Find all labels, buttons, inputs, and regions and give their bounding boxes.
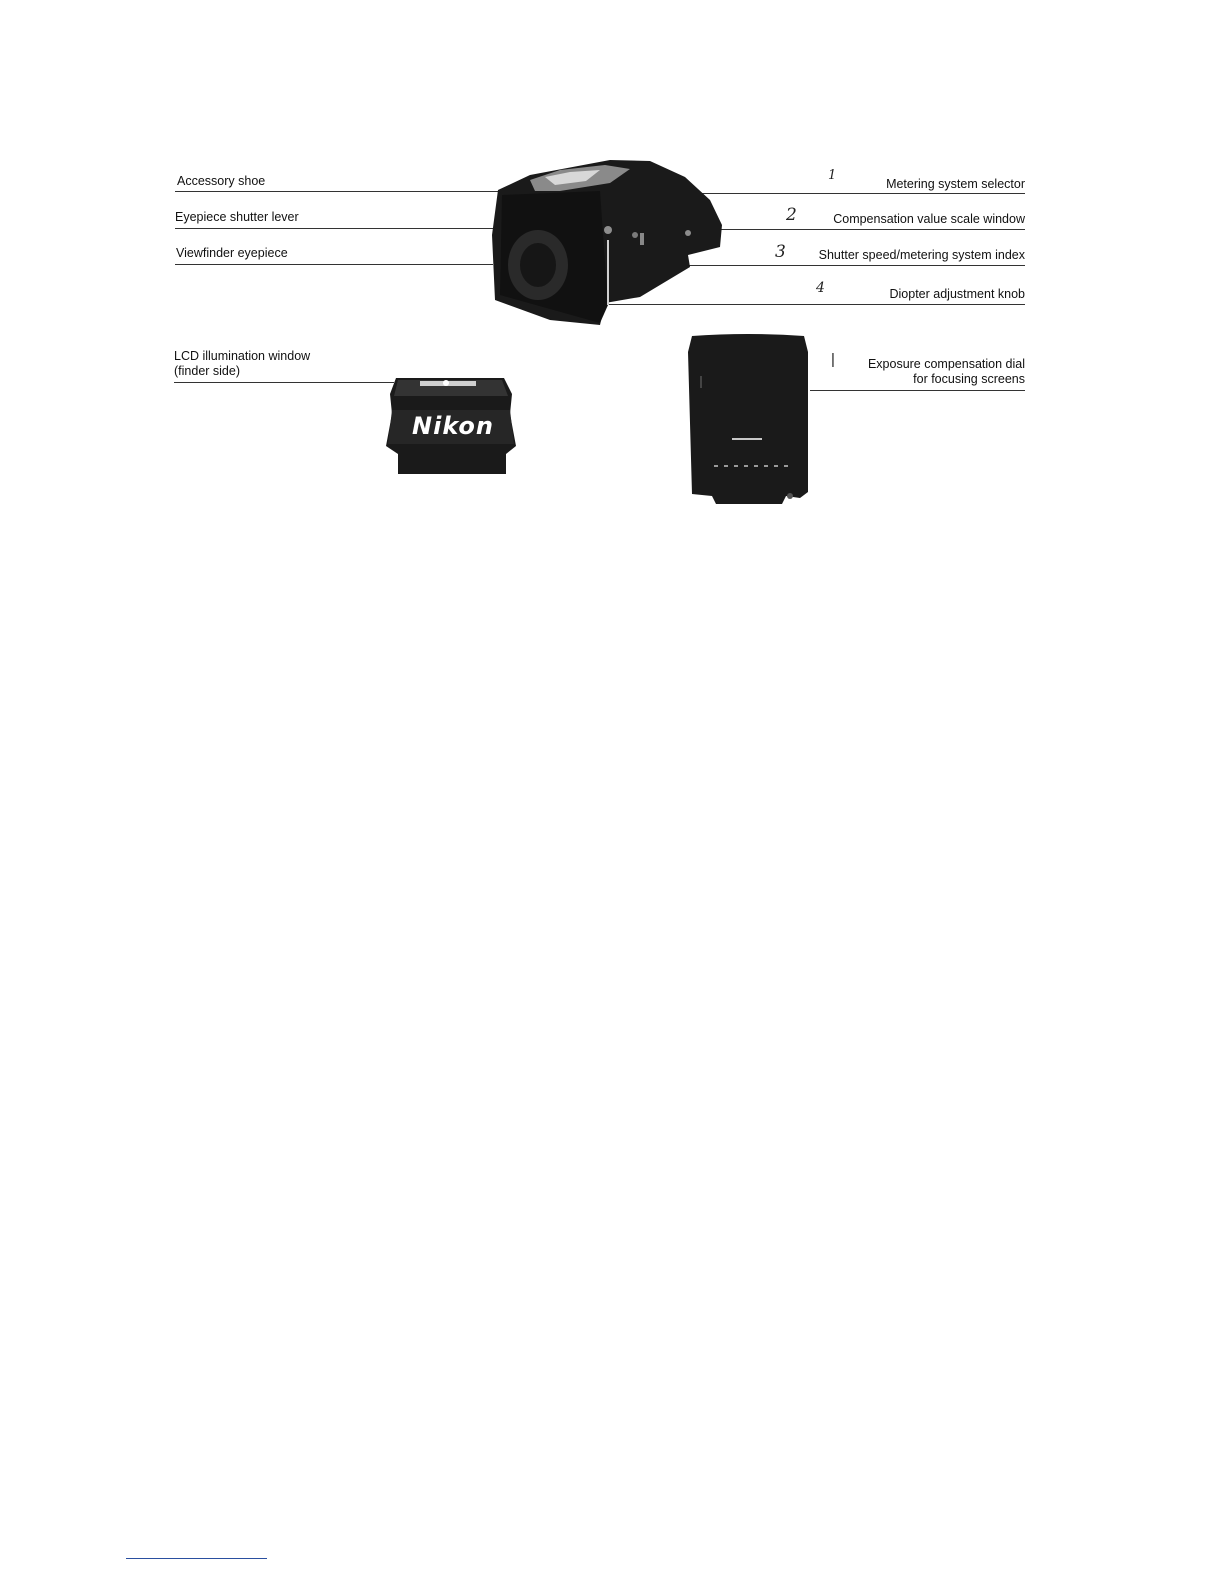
leader-shutter-speed-metering-system-index (688, 265, 1025, 266)
callout-number-4: 4 (816, 280, 825, 296)
exposure-dial-photo (686, 332, 810, 508)
callout-number-1: 1 (828, 168, 837, 183)
leader-metering-system-selector (690, 193, 1025, 194)
label-lcd-illumination-window: LCD illumination window (174, 349, 311, 363)
label-accessory-shoe: Accessory shoe (177, 174, 266, 188)
callout-number-3: 3 (775, 242, 786, 262)
nikon-logo: Nikon (412, 412, 494, 440)
label-exposure-compensation-dial: Exposure compensation dial (867, 357, 1025, 371)
footnote-divider (126, 1558, 267, 1559)
label-diopter-adjustment-knob: Diopter adjustment knob (889, 287, 1025, 301)
label-compensation-value-scale-window: Compensation value scale window (833, 212, 1025, 226)
leader-viewfinder-eyepiece (175, 264, 493, 265)
leader-eyepiece-shutter-lever (175, 228, 495, 229)
label-for-focusing-screens: for focusing screens (913, 372, 1025, 386)
callout-number-2: 2 (786, 205, 797, 225)
label-eyepiece-shutter-lever: Eyepiece shutter lever (175, 210, 299, 224)
leader-compensation-value-scale-window (718, 229, 1025, 230)
leader-exposure-compensation-dial (810, 390, 1025, 391)
viewfinder-photo (490, 155, 730, 330)
label-metering-system-selector: Metering system selector (886, 177, 1025, 191)
leader-lcd-illumination-window (174, 382, 394, 383)
label-shutter-speed-metering-system-index: Shutter speed/metering system index (818, 248, 1025, 262)
label-finder-side: (finder side) (174, 364, 240, 378)
leader-accessory-shoe (175, 191, 520, 192)
label-viewfinder-eyepiece: Viewfinder eyepiece (176, 246, 288, 260)
callout-number-dial: | (831, 351, 835, 368)
